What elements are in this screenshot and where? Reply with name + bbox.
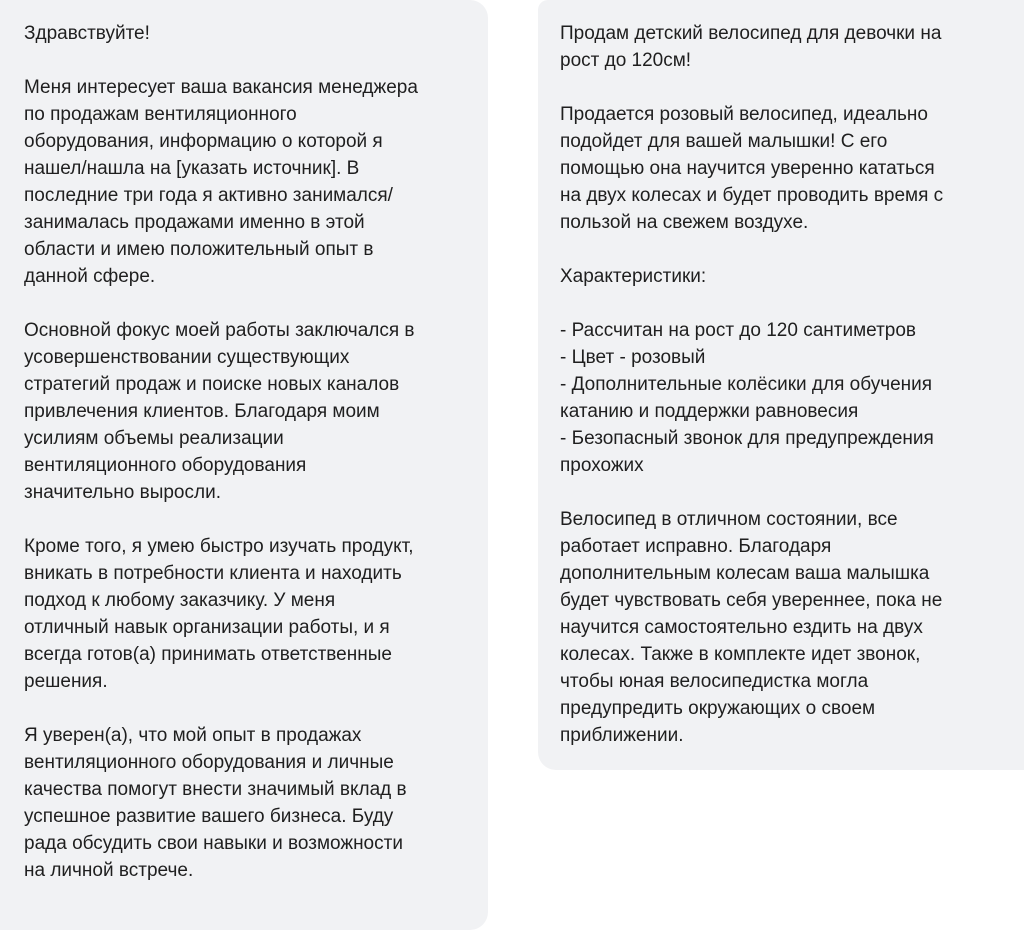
message-paragraph: Я уверен(а), что мой опыт в продажах вентиляционного оборудования и личные качества помогут внести значимый вклад в успешное развитие вашего бизнеса. Буду рада обсудить свои навыки и возможности на личной встрече.	[24, 725, 407, 881]
message-paragraph: Основной фокус моей работы заключался в усовершенствовании существующих стратегий продаж и поиске новых каналов привлечения клиентов. Благодаря моим усилиям объемы реализации вентиляционного оборудования значительно выросли.	[24, 320, 415, 503]
message-paragraph: - Рассчитан на рост до 120 сантиметров - Цвет - розовый - Дополнительные колёсики для обучения катанию и поддержки равновесия - Безопасный звонок для предупреждения прохожих	[560, 320, 934, 476]
message-paragraph: Характеристики:	[560, 266, 707, 287]
message-paragraph: Велосипед в отличном состоянии, все работает исправно. Благодаря дополнительным колесам ваша малышка будет чувствовать себя увереннее, пока не научится самостоятельно ездить на двух колесах. Также в комплекте идет звонок, чтобы юная велосипедистка могла предупредить окружающих о своем приближении.	[560, 509, 943, 746]
message-paragraph: Продается розовый велосипед, идеально подойдет для вашей малышки! С его помощью она научится уверенно кататься на двух колесах и будет проводить время с пользой на свежем воздухе.	[560, 104, 944, 233]
message-paragraph: Здравствуйте!	[24, 23, 150, 44]
message-paragraph: Меня интересует ваша вакансия менеджера по продажам вентиляционного оборудования, информацию о которой я нашел/нашла на [указать источник]. В последние три года я активно занимался/ занималась продажами именно в этой области и имею положительный опыт в данной сфере.	[24, 77, 418, 287]
message-paragraph: Продам детский велосипед для девочки на рост до 120см!	[560, 23, 942, 71]
message-paragraph: Кроме того, я умею быстро изучать продукт, вникать в потребности клиента и находить подход к любому заказчику. У меня отличный навык организации работы, и я всегда готов(а) принимать ответственные решения.	[24, 536, 414, 692]
message-bubble-cover-letter	[0, 0, 488, 930]
message-bubble-bike-ad	[538, 0, 1024, 770]
